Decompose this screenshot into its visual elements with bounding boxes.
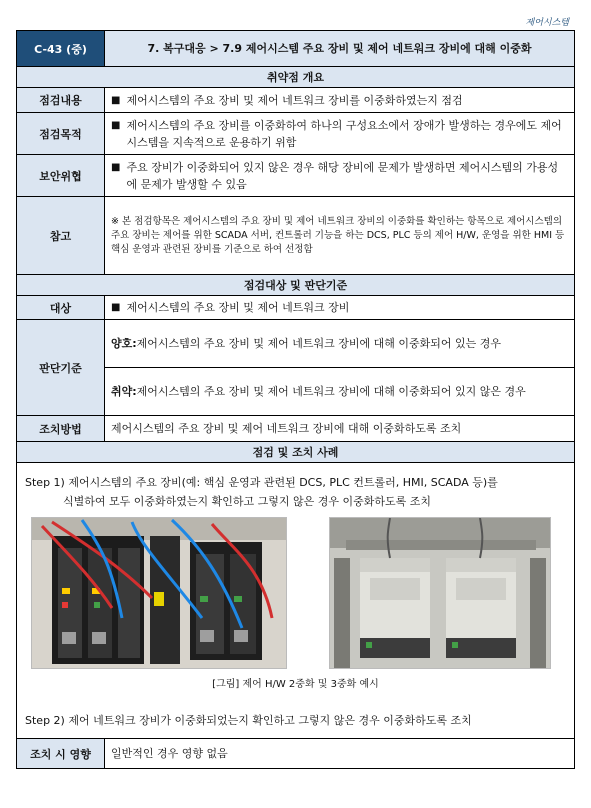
item-header-row: [17, 31, 575, 67]
section-heading-example: 점검 및 조치 사례: [17, 442, 575, 463]
label-target: 대상: [17, 296, 105, 320]
bullet-icon: ■: [111, 161, 121, 173]
text-security-threat: 주요 장비가 이중화되어 있지 않은 경우 해당 장비에 문제가 발생하면 제어시스템의 가용성에 문제가 발생할 수 있음: [126, 160, 559, 191]
label-judgement: 판단기준: [17, 320, 105, 416]
redundant-controller-photo-right: [329, 517, 551, 669]
row-target: [17, 296, 575, 320]
label-action: 조치방법: [17, 416, 105, 442]
document-category-tag: 제어시스템: [525, 18, 569, 28]
text-impact: 일반적인 경우 영향 없음: [105, 739, 575, 769]
text-target: 제어시스템의 주요 장비 및 제어 네트워크 장비: [126, 301, 350, 314]
item-title: 7. 복구대응 > 7.9 제어시스템 주요 장비 및 제어 네트워크 장비에 대해 이중화: [105, 31, 575, 67]
text-check-purpose: 제어시스템의 주요 장비를 이중화하여 하나의 구성요소에서 장애가 발생하는 경우에도 제어시스템을 지속적으로 운용하기 위함: [126, 118, 562, 149]
row-example: [17, 463, 575, 739]
inspection-item-table: [16, 30, 575, 769]
step1-line2: 식별하여 모두 이중화하였는지 확인하고 그렇지 않은 경우 이중화하도록 조치: [63, 495, 432, 508]
label-security-threat: 보안위협: [17, 155, 105, 197]
figure-caption: [그림] 제어 H/W 2중화 및 3중화 예시: [212, 679, 379, 690]
label-check-content: 점검내용: [17, 88, 105, 113]
label-impact: 조치 시 영향: [17, 739, 105, 769]
section-heading-criteria: 점검대상 및 판단기준: [17, 275, 575, 296]
step1-line1: Step 1) 제어시스템의 주요 장비(예: 핵심 운영과 관련된 DCS, PLC 컨트롤러, HMI, SCADA 등)를: [25, 476, 498, 489]
section-heading-overview: 취약점 개요: [17, 67, 575, 88]
text-reference: ※ 본 점검항목은 제어시스템의 주요 장비 및 제어 네트워크 장비의 이중화를 확인하는 항목으로 제어시스템의 주요 장비는 제어를 위한 SCADA 서버, 컨트롤러 기능을 하는 DCS, PLC 등의 제어 H/W, 운영을 위한 HMI 등 핵심 운영과 관련된 장비를 기준으로 하여 선정함: [105, 197, 575, 275]
row-impact: [17, 739, 575, 769]
row-check-content: [17, 88, 575, 113]
bullet-icon: ■: [111, 119, 121, 131]
step2-text: Step 2) 제어 네트워크 장비가 이중화되었는지 확인하고 그렇지 않은 경우 이중화하도록 조치: [25, 714, 472, 727]
redundant-controller-photo-left: [31, 517, 287, 669]
example-photos: [17, 517, 574, 692]
text-check-content: 제어시스템의 주요 장비 및 제어 네트워크 장비를 이중화하였는지 점검: [126, 93, 463, 107]
row-reference: [17, 197, 575, 275]
row-action: [17, 416, 575, 442]
row-judge-good: [17, 320, 575, 368]
good-text: 제어시스템의 주요 장비 및 제어 네트워크 장비에 대해 이중화되어 있는 경우: [136, 337, 502, 350]
row-check-purpose: [17, 113, 575, 155]
text-action: 제어시스템의 주요 장비 및 제어 네트워크 장비에 대해 이중화하도록 조치: [105, 416, 575, 442]
bullet-icon: ■: [111, 94, 121, 106]
bad-label: 취약:: [111, 385, 137, 398]
label-check-purpose: 점검목적: [17, 113, 105, 155]
step1-text: [17, 465, 574, 511]
good-label: 양호:: [111, 337, 137, 350]
item-code: C-43 (중): [17, 31, 105, 67]
bad-text: 제어시스템의 주요 장비 및 제어 네트워크 장비에 대해 이중화되어 있지 않은 경우: [136, 385, 526, 398]
bullet-icon: ■: [111, 302, 121, 313]
row-security-threat: [17, 155, 575, 197]
label-reference: 참고: [17, 197, 105, 275]
